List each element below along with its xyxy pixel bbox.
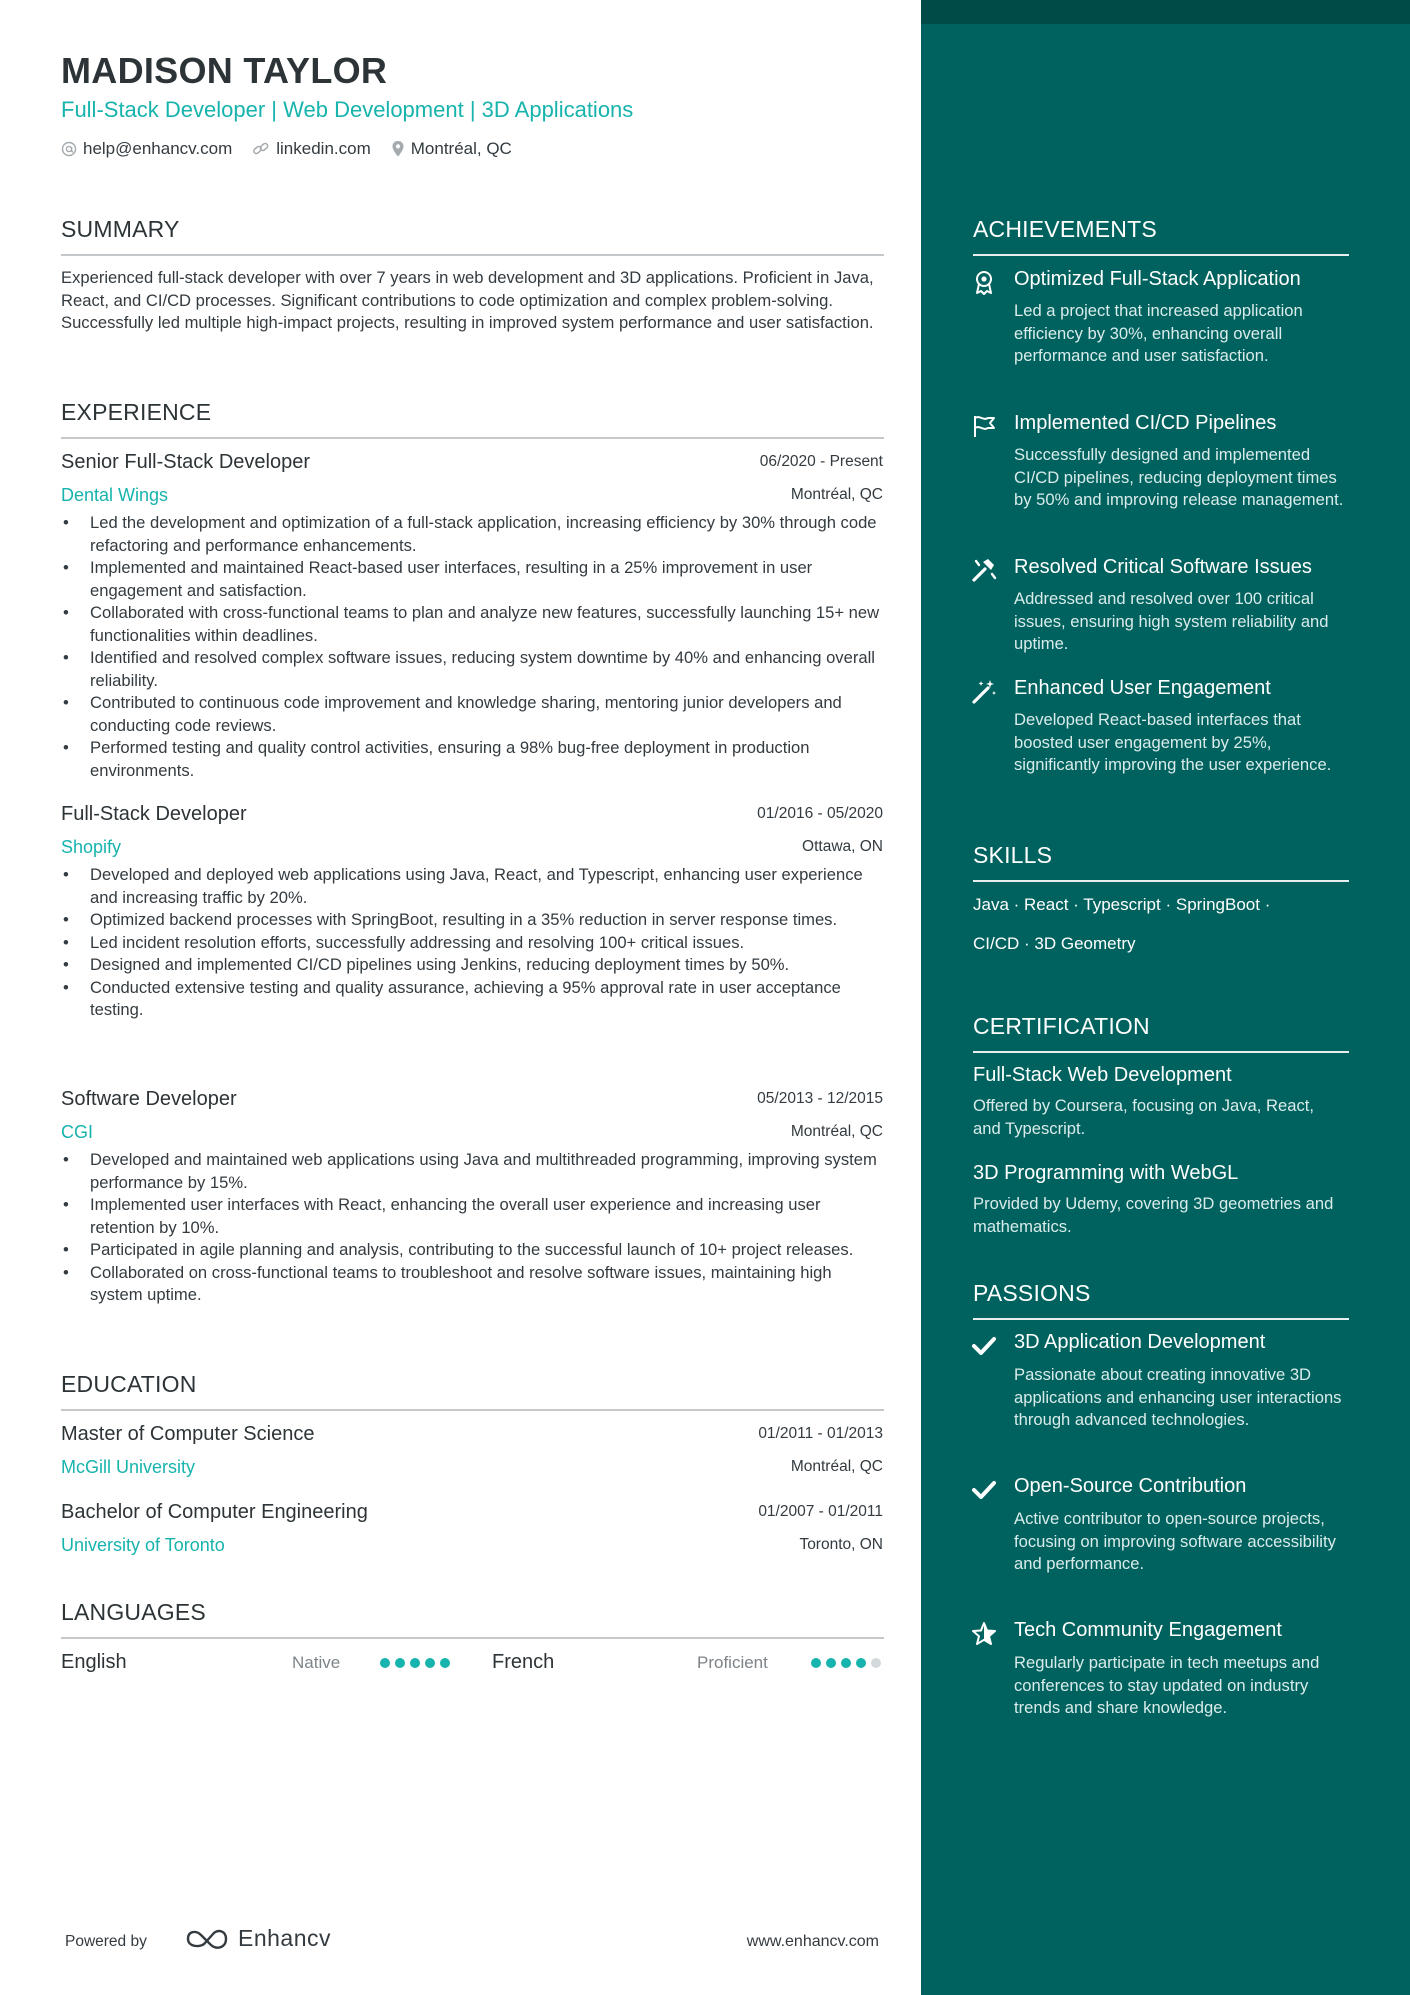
language-name-2: French: [492, 1651, 555, 1673]
contact-email[interactable]: [61, 139, 232, 159]
school-location-2: Toronto, ON: [799, 1536, 883, 1553]
rating-dot-filled: [380, 1658, 390, 1668]
passion-desc-3: Regularly participate in tech meetups and conferences to stay updated on industry trends and share knowledge.: [1014, 1653, 1320, 1717]
achievement-title-2: Implemented CI/CD Pipelines: [1014, 412, 1277, 434]
achievements-heading: ACHIEVEMENTS: [973, 216, 1157, 242]
job-location-1: Montréal, QC: [790, 486, 883, 503]
achievement-desc-3: Addressed and resolved over 100 critical issues, ensuring high system reliability and uptime.: [1014, 589, 1329, 653]
job-bullet: • Identified and resolved complex software issues, reducing system downtime by 40% and enhancing overall reliability.: [61, 647, 886, 692]
rating-dot-filled: [856, 1658, 866, 1668]
magic-wand-icon: [970, 677, 998, 705]
achievement-desc-4: Developed React-based interfaces that boosted user engagement by 25%, significantly improving the user experience.: [1014, 710, 1332, 774]
skill-tag: CI/CD: [973, 934, 1020, 953]
education-divider: [61, 1409, 884, 1411]
rating-dot-empty: [871, 1658, 881, 1668]
job-bullet: • Conducted extensive testing and quality assurance, achieving a 95% approval rate in user acceptance testing.: [61, 977, 886, 1022]
achievement-title-3: Resolved Critical Software Issues: [1014, 556, 1312, 578]
language-rating-2: [811, 1658, 886, 1668]
email-text: help@enhancv.com: [83, 139, 233, 158]
skill-tag: SpringBoot: [1175, 895, 1260, 914]
passion-desc-1: Passionate about creating innovative 3D applications and enhancing user interactions through advanced technologies.: [1014, 1365, 1342, 1429]
job-company-1[interactable]: Dental Wings: [61, 485, 169, 505]
job-bullets-3: [61, 1149, 886, 1307]
summary-divider: [61, 254, 884, 256]
job-bullet: • Optimized backend processes with SpringBoot, resulting in a 35% reduction in server response times.: [61, 909, 886, 932]
school-location-1: Montréal, QC: [790, 1458, 883, 1475]
skills-list: Java · React · Typescript · SpringBoot · CI/CD · 3D Geometry: [973, 895, 1271, 953]
sidebar-top-band: [921, 0, 1410, 24]
rating-dot-filled: [841, 1658, 851, 1668]
school-1[interactable]: McGill University: [61, 1457, 196, 1477]
star-icon: [970, 1620, 998, 1648]
location-pin-icon: [391, 140, 405, 158]
passion-title-1: 3D Application Development: [1014, 1331, 1266, 1353]
cert-desc-1: Offered by Coursera, focusing on Java, React, and Typescript.: [973, 1096, 1314, 1138]
certification-heading: CERTIFICATION: [973, 1013, 1150, 1039]
contact-linkedin[interactable]: [252, 139, 371, 159]
language-name-1: English: [61, 1651, 127, 1673]
cert-title-2: 3D Programming with WebGL: [973, 1162, 1239, 1184]
job-bullet: • Developed and maintained web applications using Java and multithreaded programming, improving system performance by 15%.: [61, 1149, 886, 1194]
languages-heading: LANGUAGES: [61, 1599, 206, 1625]
job-location-2: Ottawa, ON: [802, 838, 883, 855]
job-location-3: Montréal, QC: [790, 1123, 883, 1140]
job-bullet: • Participated in agile planning and analysis, contributing to the successful launch of 10+ project releases.: [61, 1239, 886, 1262]
certification-divider: [973, 1051, 1349, 1053]
language-rating-1: [380, 1658, 455, 1668]
job-company-3[interactable]: CGI: [61, 1122, 94, 1142]
rating-dot-filled: [811, 1658, 821, 1668]
job-bullet: • Led the development and optimization of a full-stack application, increasing efficiency by 30% through code refactoring and performance enhancements.: [61, 512, 886, 557]
cert-desc-2: Provided by Udemy, covering 3D geometries and mathematics.: [973, 1194, 1334, 1236]
passion-title-2: Open-Source Contribution: [1014, 1475, 1247, 1497]
skill-tag: Java: [973, 895, 1009, 914]
contact-location: [391, 139, 512, 159]
rating-dot-filled: [410, 1658, 420, 1668]
link-icon: [252, 141, 270, 157]
job-title-2: Full-Stack Developer: [61, 803, 247, 825]
rating-dot-filled: [440, 1658, 450, 1668]
passion-desc-2: Active contributor to open-source projects, focusing on improving software accessibility and performance.: [1014, 1509, 1336, 1573]
job-dates-1: 06/2020 - Present: [759, 453, 883, 470]
rating-dot-filled: [425, 1658, 435, 1668]
passions-heading: PASSIONS: [973, 1280, 1091, 1306]
passions-divider: [973, 1318, 1349, 1320]
job-bullet: • Developed and deployed web applications using Java, React, and Typescript, enhancing user experience and increasing traffic by 20%.: [61, 864, 886, 909]
achievement-desc-2: Successfully designed and implemented CI/CD pipelines, reducing deployment times by 50% and improving release management.: [1014, 445, 1344, 509]
job-bullet: • Implemented and maintained React-based user interfaces, resulting in a 25% improvement in user engagement and satisfaction.: [61, 557, 886, 602]
job-bullet: • Designed and implemented CI/CD pipelines using Jenkins, reducing deployment times by 50%.: [61, 954, 886, 977]
passion-title-3: Tech Community Engagement: [1014, 1619, 1282, 1641]
skills-heading: SKILLS: [973, 842, 1053, 868]
language-level-2: Proficient: [697, 1653, 768, 1672]
degree-dates-2: 01/2007 - 01/2011: [758, 1503, 883, 1520]
enhancv-logo[interactable]: [184, 1925, 331, 1952]
location-text: Montréal, QC: [410, 139, 512, 158]
job-title-1: Senior Full-Stack Developer: [61, 451, 310, 473]
job-bullet: • Collaborated with cross-functional teams to plan and analyze new features, successfully launching 15+ new functionalities within deadlines.: [61, 602, 886, 647]
skill-tag: Typescript: [1083, 895, 1161, 914]
degree-dates-1: 01/2011 - 01/2013: [758, 1425, 883, 1442]
job-bullet: • Implemented user interfaces with React, enhancing the overall user experience and increasing user retention by 10%.: [61, 1194, 886, 1239]
achievements-divider: [973, 254, 1349, 256]
languages-divider: [61, 1637, 884, 1639]
job-company-2[interactable]: Shopify: [61, 837, 122, 857]
skill-tag: React: [1024, 895, 1069, 914]
enhancv-mark-icon: [184, 1926, 230, 1952]
job-bullet: • Led incident resolution efforts, successfully addressing and resolving 100+ critical issues.: [61, 932, 886, 955]
experience-heading: EXPERIENCE: [61, 399, 212, 425]
experience-divider: [61, 437, 884, 439]
check-icon: [970, 1476, 998, 1504]
skill-tag: 3D Geometry: [1034, 934, 1136, 953]
skills-divider: [973, 880, 1349, 882]
summary-heading: SUMMARY: [61, 216, 180, 242]
job-title-3: Software Developer: [61, 1088, 237, 1110]
language-level-1: Native: [292, 1653, 341, 1672]
job-dates-2: 01/2016 - 05/2020: [757, 805, 883, 822]
tools-icon: [970, 556, 998, 584]
candidate-name: MADISON TAYLOR: [61, 50, 388, 91]
job-bullet: • Performed testing and quality control activities, ensuring a 98% bug-free deployment in production environments.: [61, 737, 886, 782]
school-2[interactable]: University of Toronto: [61, 1535, 225, 1555]
achievement-title-4: Enhanced User Engagement: [1014, 677, 1271, 699]
job-bullet: • Contributed to continuous code improvement and knowledge sharing, mentoring junior developers and conducting code reviews.: [61, 692, 886, 737]
award-icon: [970, 268, 998, 296]
powered-by-label: Powered by: [65, 1933, 147, 1950]
job-bullet: • Collaborated on cross-functional teams to troubleshoot and resolve software issues, maintaining high system uptime.: [61, 1262, 886, 1307]
degree-2: Bachelor of Computer Engineering: [61, 1501, 368, 1523]
achievement-title-1: Optimized Full-Stack Application: [1014, 268, 1301, 290]
education-heading: EDUCATION: [61, 1371, 197, 1397]
cert-title-1: Full-Stack Web Development: [973, 1064, 1232, 1086]
rating-dot-filled: [395, 1658, 405, 1668]
degree-1: Master of Computer Science: [61, 1423, 315, 1445]
job-bullets-1: [61, 512, 886, 782]
at-icon: [61, 141, 77, 157]
footer-url[interactable]: www.enhancv.com: [746, 1933, 879, 1950]
job-bullets-2: [61, 864, 886, 1022]
achievement-desc-1: Led a project that increased application efficiency by 30%, enhancing overall performance and user satisfaction.: [1014, 301, 1303, 365]
linkedin-text: linkedin.com: [276, 139, 371, 158]
job-dates-3: 05/2013 - 12/2015: [757, 1090, 883, 1107]
check-icon: [970, 1332, 998, 1360]
contact-row: [61, 139, 532, 159]
summary-text: Experienced full-stack developer with over 7 years in web development and 3D applications. Proficient in Java, React, and CI/CD processes. Significant contributions to code optimization and complex problem-solving. Successfully led multiple high-impact projects, resulting in improved system performance and user satisfaction.: [61, 268, 874, 332]
candidate-headline: Full-Stack Developer | Web Development | 3D Applications: [61, 97, 634, 122]
rating-dot-filled: [826, 1658, 836, 1668]
flag-icon: [970, 412, 998, 440]
enhancv-wordmark: Enhancv: [238, 1925, 332, 1951]
